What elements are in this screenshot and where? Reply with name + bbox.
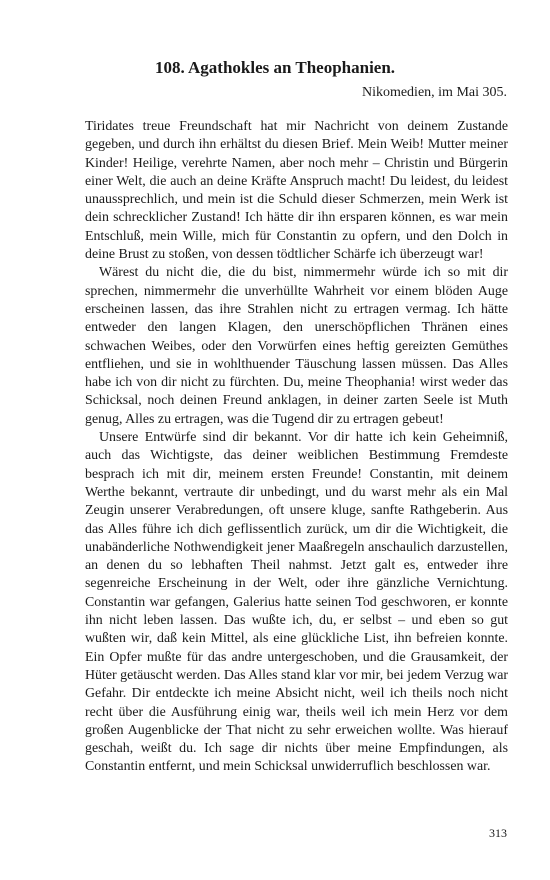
paragraph: Wärest du nicht die, die du bist, nimmermehr würde ich so mit dir sprechen, nimmermehr die unverhüllte Wahrheit vor einem blöden Auge erscheinen lassen, das ihre Strahlen nicht zu ertragen vermag. Ich hätte entweder den langen Klagen, den unerschöpflichen Thränen eines schwachen Weibes, oder den Vorwürfen eines heftig gereizten Gemüthes entfliehen, und sie in wohlthuender Täuschung lassen müssen. Das Alles habe ich von dir nicht zu fürchten. Du, meine Theophania! wirst weder das Schicksal, noch deinen Freund anklagen, in deiner zarten Seele ist Muth genug, Alles zu ertragen, was die Tugend dir zu ertragen gebeut! <box>85 265 508 427</box>
letter-dateline: Nikomedien, im Mai 305. <box>361 85 507 100</box>
paragraph: Unsere Entwürfe sind dir bekannt. Vor dir hatte ich kein Geheimniß, auch das Wichtigste, das deiner weiblichen Bestimmung Fremdeste besprach ich mit dir, meinem ersten Freunde! Constantin, mit deinem Werthe bekannt, vertraute dir unbedingt, und du warst mehr als ein Mal Zeugin unserer Verabredungen, oft unsere kluge, sanfte Rathgeberin. Aus das Alles führe ich dich geflissentlich zurück, um dir die Wichtigkeit, die unabänderliche Nothwendigkeit jener Maaßregeln anschaulich darzustellen, an denen du so lebhaften Theil nahmst. Jetzt galt es, entweder ihre segenreiche Erscheinung in der Welt, oder ihre gänzliche Vernichtung. Constantin war gefangen, Galerius hatte seinen Tod geschworen, er konnte ihn nicht leben lassen. Das wußte ich, du, er selbst – und eben so gut wußten wir, daß kein Mittel, als eine glückliche List, ihn befreien konnte. Ein Opfer mußte für das andre untergeschoben, und die Grausamkeit, der Hüter getäuscht werden. Das Alles stand klar vor mir, bei jedem Verzug war Gefahr. Dir entdeckte ich meine Absicht nicht, weil ich theils noch nicht recht über die Ausführung einig war, theils weil ich mein Herz vor dem großen Augenblicke der That nicht zu sehr erweichen wollte. Was hierauf geschah, weißt du. Ich sage dir nichts über meine Empfindungen, als Constantin entfernt, und mein Schicksal unwiderruflich beschlossen war. <box>85 430 508 775</box>
letter-title: 108. Agathokles an Theophanien. <box>154 58 396 77</box>
page-number: 313 <box>489 826 507 840</box>
paragraph: Tiridates treue Freundschaft hat mir Nachricht von deinem Zustande gegeben, und durch ihn erhältst du diesen Brief. Mein Weib! Mutter meiner Kinder! Heilige, verehrte Namen, aber noch mehr – Christin und Bürgerin einer Welt, die auch an deine Kräfte Anspruch macht! Du leidest, du leidest unaussprechlich, und mein ist die Schuld dieser Schmerzen, mein Werk ist dein schrecklicher Zustand! Ich hätte dir ihn ersparen können, es war mein Entschluß, mein Wille, mich für Constantin zu opfern, und den Dolch in deine Brust zu stoßen, von dessen tödtlicher Schärfe ich überzeugt war! <box>85 119 508 263</box>
letter-body <box>85 118 508 777</box>
